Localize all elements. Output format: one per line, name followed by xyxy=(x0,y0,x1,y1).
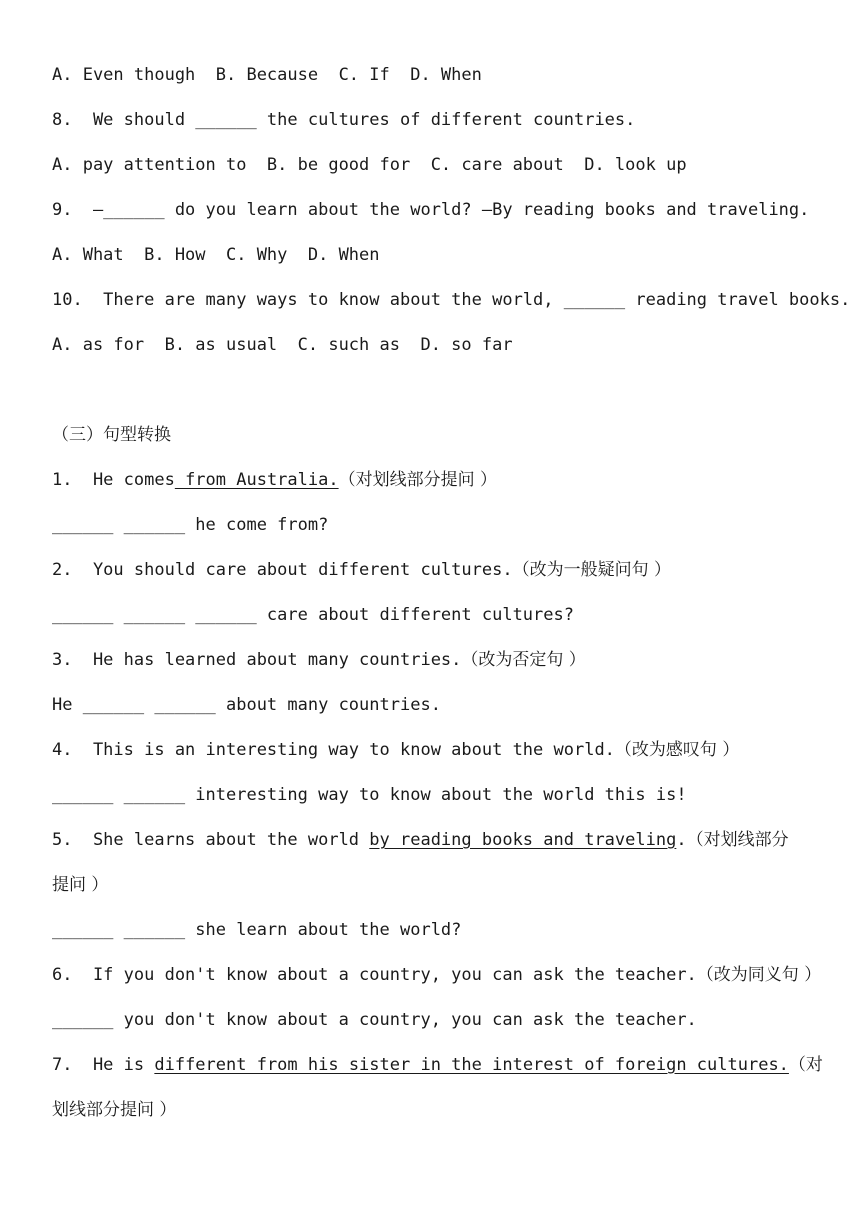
answer-line-6: ______ you don't know about a country, you can ask the teacher. xyxy=(52,1010,697,1030)
answer-line-3: He ______ ______ about many countries. xyxy=(52,695,441,715)
item-prompt: 2. You should care about different cultures. xyxy=(52,560,513,580)
transform-item-7 xyxy=(52,1053,823,1077)
transform-item-5 xyxy=(52,828,820,852)
item-prompt: 3. He has learned about many countries. xyxy=(52,650,462,670)
instruction-note-continued: 划线部分提问 ） xyxy=(52,1100,177,1120)
item-prompt: 7. He is xyxy=(52,1055,155,1075)
item-prompt: 5. She learns about the world xyxy=(52,830,370,850)
underlined-phrase: different from his sister in the interest of foreign cultures. xyxy=(154,1055,789,1075)
underlined-phrase: by reading books and traveling xyxy=(369,830,677,850)
answer-line-5: ______ ______ she learn about the world? xyxy=(52,920,462,940)
transform-item-3 xyxy=(52,648,820,672)
instruction-note-continued: 提问 ） xyxy=(52,875,109,895)
q8-options: A. pay attention to B. be good for C. care about D. look up xyxy=(52,155,687,175)
q9-prompt: 9. —______ do you learn about the world? —By reading books and traveling. xyxy=(52,200,810,220)
item-prompt: 1. He comes xyxy=(52,470,175,490)
q7-options: A. Even though B. Because C. If D. When xyxy=(52,65,482,85)
q10-prompt: 10. There are many ways to know about the world, ______ reading travel books. xyxy=(52,290,851,310)
answer-line-1: ______ ______ he come from? xyxy=(52,515,329,535)
transform-item-2 xyxy=(52,558,820,582)
transform-item-6 xyxy=(52,963,820,987)
underlined-phrase: from Australia. xyxy=(174,470,339,490)
instruction-note: （对划线部分 xyxy=(686,830,789,850)
instruction-note: （改为同义句 ） xyxy=(696,965,822,985)
q9-options: A. What B. How C. Why D. When xyxy=(52,245,380,265)
instruction-note: （对 xyxy=(788,1055,823,1075)
instruction-note: （对划线部分提问 ） xyxy=(338,470,497,490)
item-prompt: 4. This is an interesting way to know about the world. xyxy=(52,740,615,760)
transform-item-1 xyxy=(52,468,820,492)
transform-item-4 xyxy=(52,738,820,762)
answer-line-4: ______ ______ interesting way to know about the world this is! xyxy=(52,785,687,805)
section-heading: （三）句型转换 xyxy=(52,425,171,445)
item-prompt: 6. If you don't know about a country, you can ask the teacher. xyxy=(52,965,697,985)
q8-prompt: 8. We should ______ the cultures of different countries. xyxy=(52,110,636,130)
instruction-note: （改为感叹句 ） xyxy=(614,740,740,760)
answer-line-2: ______ ______ ______ care about different cultures? xyxy=(52,605,574,625)
instruction-note: （改为一般疑问句 ） xyxy=(512,560,671,580)
instruction-note: （改为否定句 ） xyxy=(461,650,586,670)
item-period: . xyxy=(676,830,687,850)
q10-options: A. as for B. as usual C. such as D. so far xyxy=(52,335,513,355)
